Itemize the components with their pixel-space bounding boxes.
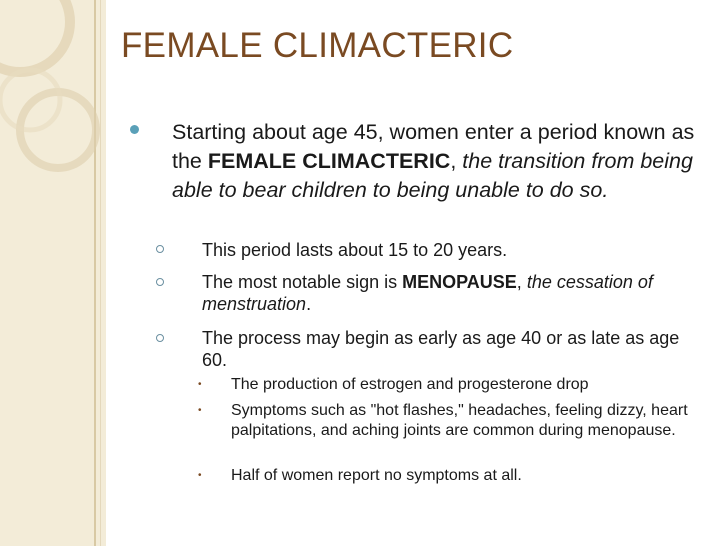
sub-bullet-2 xyxy=(202,271,702,315)
sub-bullet-2-emphasis: the cessation of menstruation xyxy=(202,272,653,314)
main-bullet-text xyxy=(172,118,702,205)
main-bullet-strong: FEMALE CLIMACTERIC xyxy=(207,149,451,173)
sub-bullet-circle-icon xyxy=(156,245,164,253)
main-bullet-part1: Starting about age 45, women enter a period known as the xyxy=(172,120,695,173)
sub-bullet-2-part3: . xyxy=(306,294,312,314)
sub-sub-bullet-3: Half of women report no symptoms at all. xyxy=(231,467,522,484)
sub-bullet-2-part2: , xyxy=(516,272,527,292)
sub-bullet-circle-icon xyxy=(156,278,164,286)
main-bullet-emphasis: the transition from being able to bear children to being unable to do so. xyxy=(172,149,693,202)
sub-sub-bullet-1: The production of estrogen and progesterone drop xyxy=(231,376,589,393)
sub-sub-bullet-2: Symptoms such as "hot flashes," headaches, feeling dizzy, heart palpitations, and aching joints are common during menopause. xyxy=(231,402,688,439)
slide-title: FEMALE CLIMACTERIC xyxy=(121,26,514,65)
sub-bullet-3: The process may begin as early as age 40 or as late as age 60. xyxy=(202,328,680,370)
sub-sub-bullet-icon: • xyxy=(198,405,202,416)
bullet-dot-icon xyxy=(130,125,139,134)
main-bullet-part2: , xyxy=(450,149,463,173)
sub-bullet-2-part1: The most notable sign is xyxy=(202,272,403,292)
sub-sub-bullet-icon: • xyxy=(198,470,202,481)
sub-bullet-1: This period lasts about 15 to 20 years. xyxy=(202,240,508,260)
sub-bullet-circle-icon xyxy=(156,334,164,342)
decorative-circles xyxy=(0,0,106,546)
sub-bullet-2-strong: MENOPAUSE xyxy=(402,272,517,292)
sub-sub-bullet-icon: • xyxy=(198,379,202,390)
